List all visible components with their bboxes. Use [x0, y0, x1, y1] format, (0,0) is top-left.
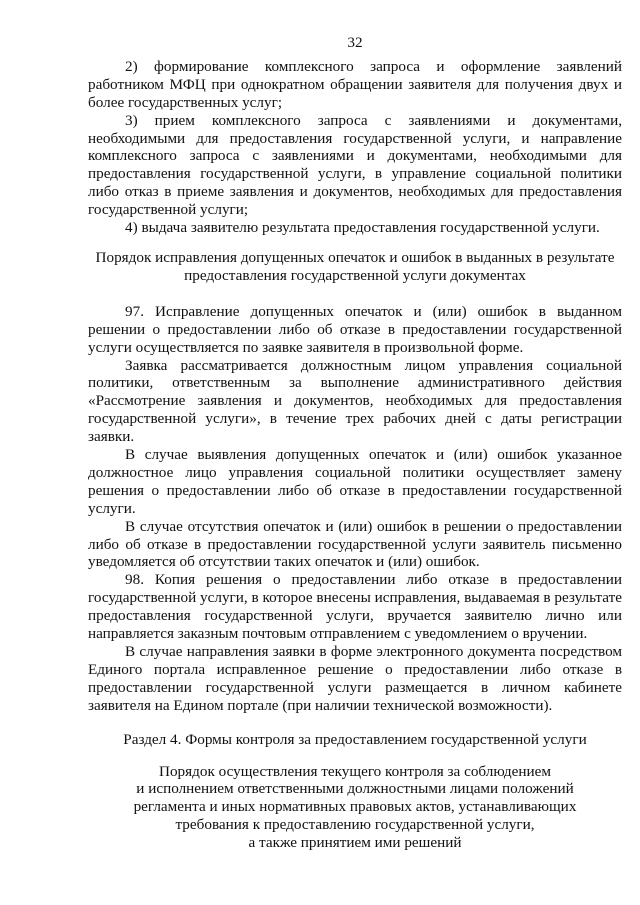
list-item: 4) выдача заявителю результата предоставления государственной услуги. — [125, 219, 600, 237]
section-heading: Порядок исправления допущенных опечаток и ошибок в выданных в результате предоставления государственной услуги документах — [95, 248, 615, 284]
heading-line: регламента и иных нормативных правовых актов, устанавливающих — [133, 798, 577, 816]
paragraph: В случае направления заявки в форме электронного документа посредством Единого портала исправленное решение о предоставлении либо отказе в предоставлении государственной услуги размещается в личном кабинете заявителя на Едином портале (при наличии технической возможности). — [88, 643, 622, 714]
paragraph: В случае выявления допущенных опечаток и (или) ошибок указанное должностное лицо управления социальной политики осуществляет замену решения о предоставлении либо об отказе в предоставлении государственной услуги. — [88, 446, 622, 517]
paragraph: В случае отсутствия опечаток и (или) ошибок в решении о предоставлении либо об отказе в предоставлении государственной услуги заявитель письменно уведомляется об отсутствии таких опечаток и (или) ошибок. — [88, 517, 622, 571]
paragraph: 98. Копия решения о предоставлении либо отказе в предоставлении государственной услуги, в которое внесены исправления, выдаваемая в результате предоставления государственной услуги, вручается заявителю лично или направляется заказным почтовым отправлением с уведомлением о вручении. — [88, 571, 622, 643]
page-number: 32 — [347, 34, 363, 51]
heading-line: Порядок осуществления текущего контроля за соблюдением — [158, 762, 552, 780]
document-page — [88, 34, 622, 852]
list-item: 3) прием комплексного запроса с заявлениями и документами, необходимыми для предоставления государственной услуги, и направление комплексного запроса с заявлениями и документами, необходимыми для предоставления государственной услуги, в управление социальной политики либо отказ в приеме заявления и документов, необходимых для предоставления государственной услуги; — [88, 111, 622, 219]
section-title: Раздел 4. Формы контроля за предоставлением государственной услуги — [123, 730, 587, 748]
paragraph: 97. Исправление допущенных опечаток и (или) ошибок в выданном решении о предоставлении либо об отказе в предоставлении государственной услуги осуществляется по заявке заявителя в произвольной форме. — [88, 302, 622, 356]
heading-line: а также принятием ими решений — [248, 834, 462, 852]
heading-line: и исполнением ответственными должностными лицами положений — [136, 780, 574, 798]
subsection-heading — [88, 763, 622, 853]
paragraph: Заявка рассматривается должностным лицом управления социальной политики, ответственным за выполнение административного действия «Рассмотрение заявления и документов, необходимых для предоставления государственной услуги», в течение трех рабочих дней с даты регистрации заявки. — [88, 356, 622, 446]
heading-line: требования к предоставлению государственной услуги, — [175, 816, 535, 834]
list-item: 2) формирование комплексного запроса и оформление заявлений работником МФЦ при однократном обращении заявителя для получения двух и более государственных услуг; — [88, 57, 622, 111]
